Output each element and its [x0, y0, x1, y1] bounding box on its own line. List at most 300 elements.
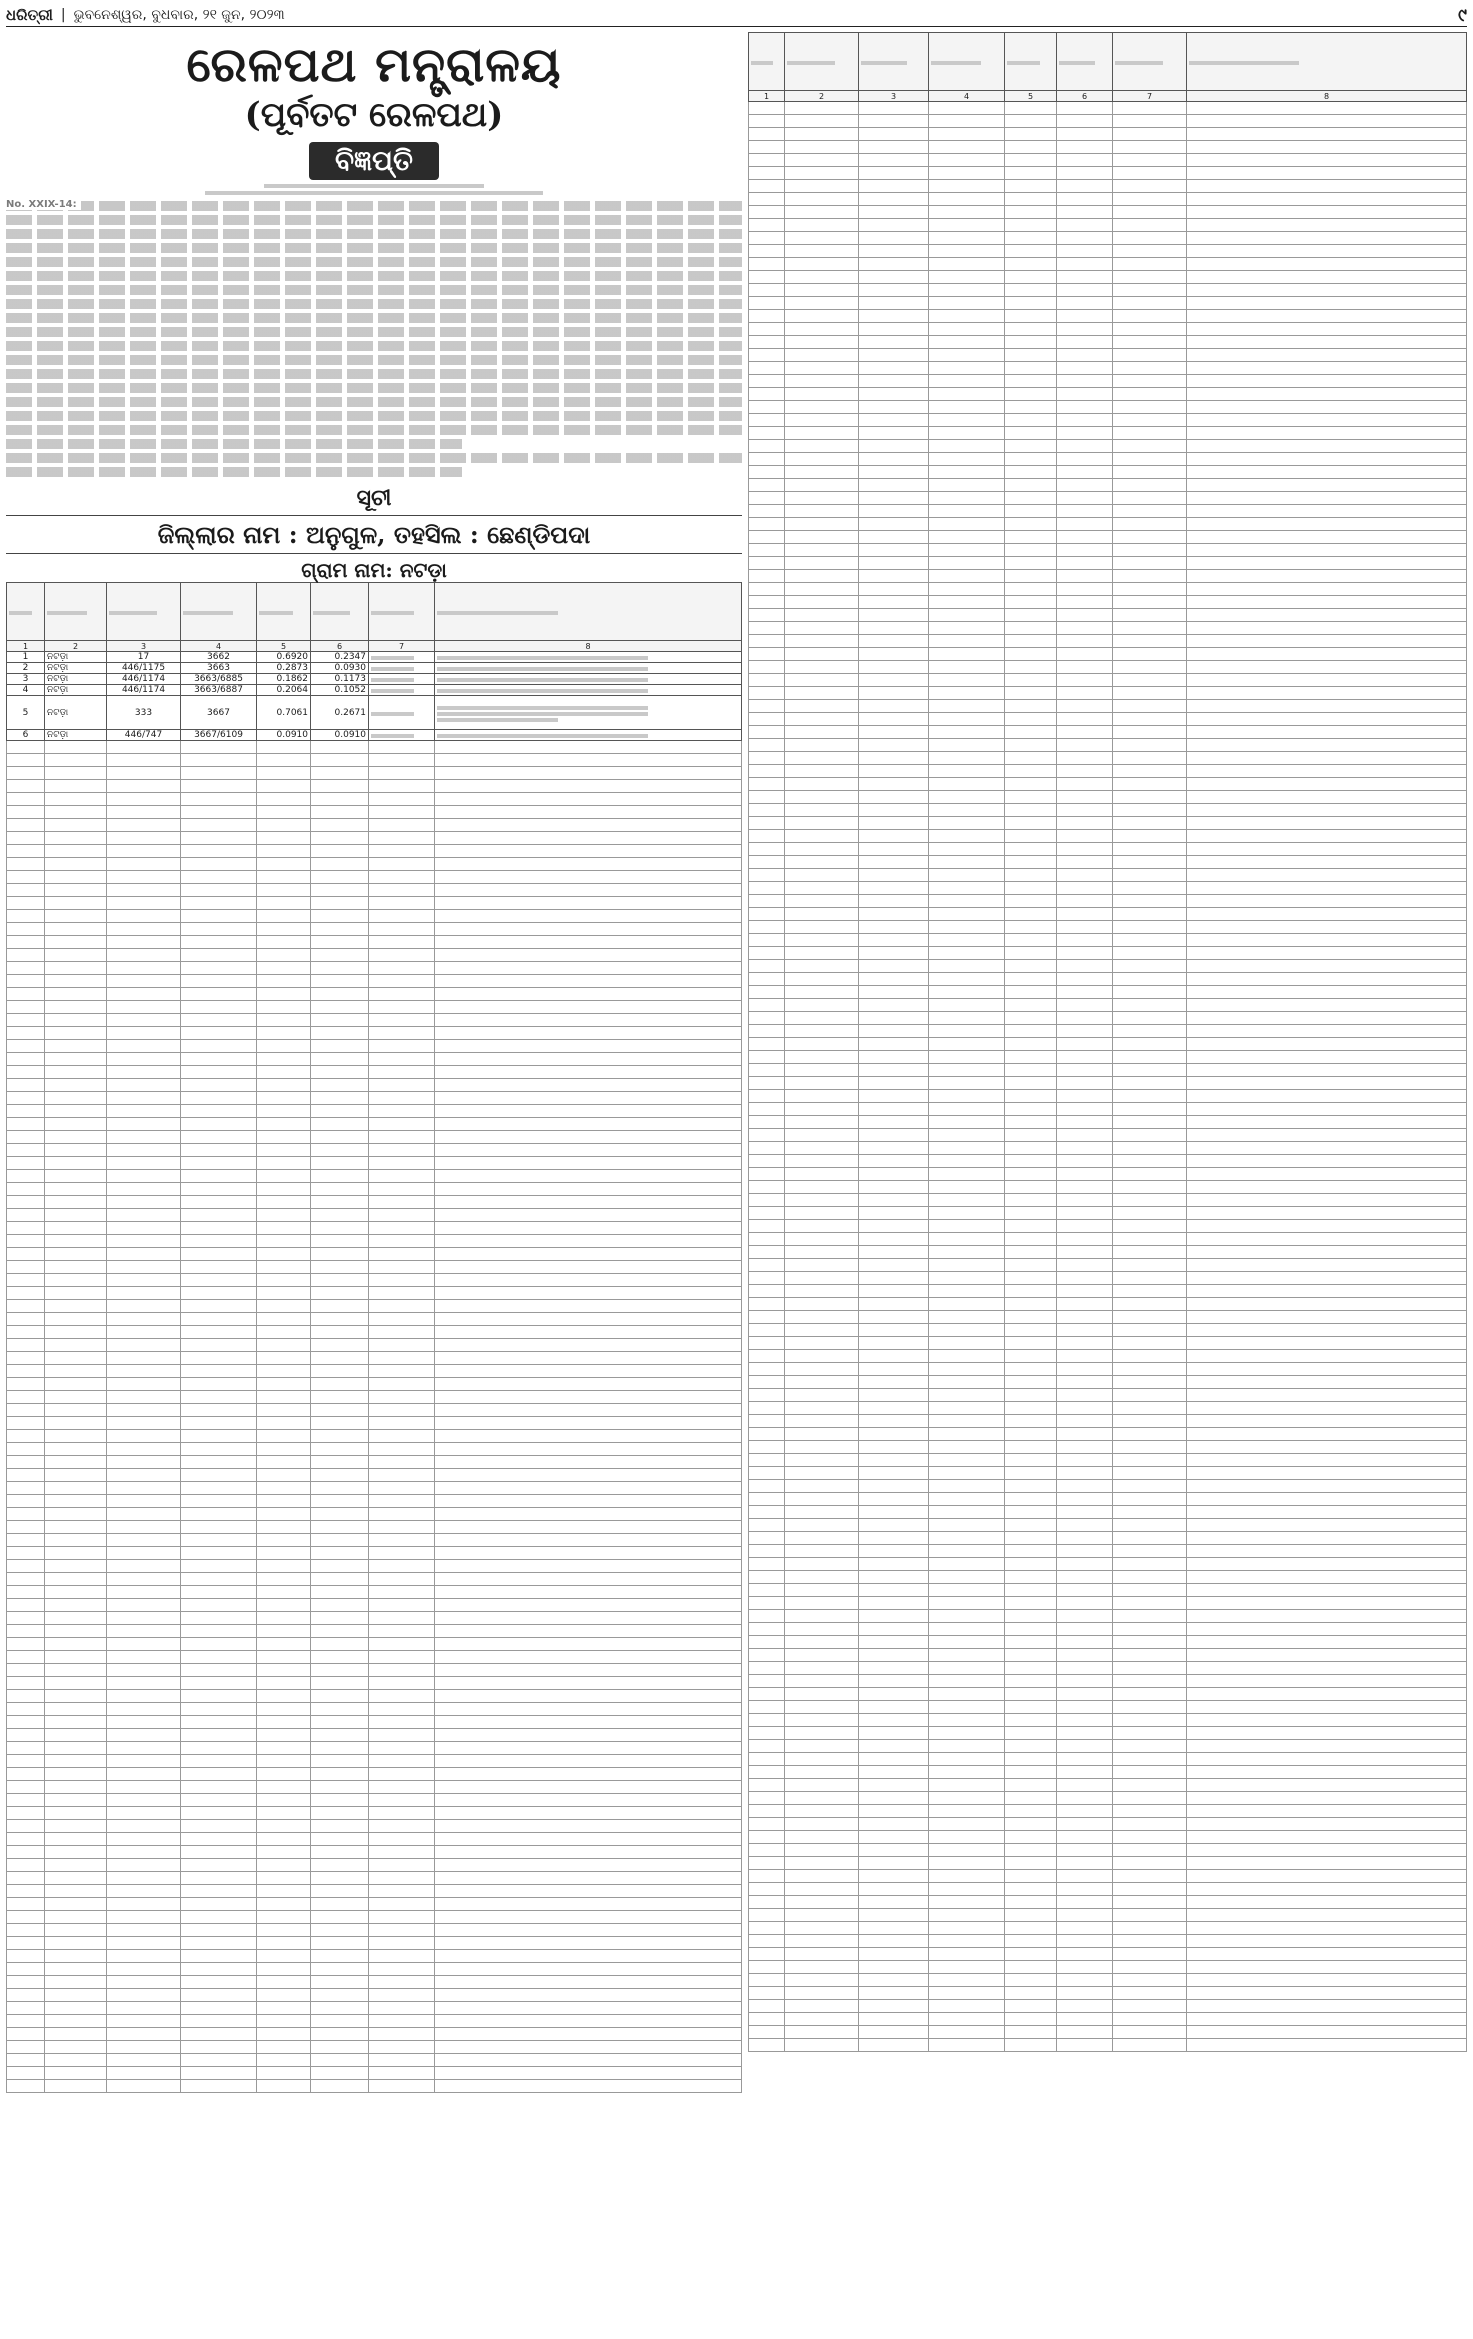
unread-cell: [257, 1716, 311, 1729]
unread-cell: [1187, 1129, 1467, 1142]
unread-cell: [107, 1326, 181, 1339]
table-header-row: [7, 583, 742, 641]
unread-cell: [45, 1248, 107, 1261]
unread-cell: [929, 1298, 1005, 1311]
unread-cell: [859, 661, 929, 674]
unread-cell: [1187, 1753, 1467, 1766]
unread-cell: [311, 884, 369, 897]
unread-cell: [785, 1935, 859, 1948]
unread-cell: [7, 741, 45, 754]
unread-cell: [7, 2015, 45, 2028]
unread-cell: [435, 1352, 742, 1365]
unread-cell: [181, 1560, 257, 1573]
column-header-placeholder: [1187, 33, 1467, 91]
unread-cell: [435, 1716, 742, 1729]
unread-cell: [1113, 1662, 1187, 1675]
unread-cell: [859, 180, 929, 193]
unread-cell: [257, 1274, 311, 1287]
unread-cell: [369, 1469, 435, 1482]
unread-cell: [1187, 1077, 1467, 1090]
unread-cell: [1187, 518, 1467, 531]
unread-table-row: [749, 843, 1467, 856]
unread-cell: [1057, 1194, 1113, 1207]
unread-cell: [749, 1623, 785, 1636]
unread-table-row: [7, 2015, 742, 2028]
unread-table-row: [749, 1467, 1467, 1480]
unread-cell: [1113, 1493, 1187, 1506]
unread-cell: [45, 1950, 107, 1963]
unread-cell: [749, 1376, 785, 1389]
unread-cell: [1057, 1532, 1113, 1545]
unread-table-row: [7, 962, 742, 975]
unread-cell: [1187, 297, 1467, 310]
unread-cell: [1057, 1428, 1113, 1441]
unread-cell: [1113, 921, 1187, 934]
unread-cell: [435, 1222, 742, 1235]
notice-meta-placeholder: [6, 191, 742, 195]
unread-cell: [785, 752, 859, 765]
unread-cell: [107, 884, 181, 897]
unread-cell: [311, 1560, 369, 1573]
unread-cell: [859, 1155, 929, 1168]
unread-cell: [1187, 557, 1467, 570]
unread-cell: [435, 1339, 742, 1352]
unread-cell: [369, 1456, 435, 1469]
unread-cell: [257, 1482, 311, 1495]
unread-table-row: [7, 1833, 742, 1846]
unread-cell: [785, 336, 859, 349]
unread-cell: [929, 1883, 1005, 1896]
unread-cell: [1187, 1207, 1467, 1220]
unread-cell: [929, 1779, 1005, 1792]
unread-cell: [311, 2054, 369, 2067]
unread-cell: [369, 1872, 435, 1885]
unread-cell: [1057, 479, 1113, 492]
unread-table-row: [749, 1181, 1467, 1194]
unread-table-row: [7, 1183, 742, 1196]
unread-cell: [1057, 1168, 1113, 1181]
acquired-area-cell: 0.1173: [311, 674, 369, 685]
unread-cell: [107, 1352, 181, 1365]
unread-cell: [1187, 765, 1467, 778]
unread-cell: [45, 1521, 107, 1534]
unread-cell: [7, 2080, 45, 2093]
unread-cell: [929, 1129, 1005, 1142]
unread-cell: [1187, 1441, 1467, 1454]
unread-cell: [859, 232, 929, 245]
unread-cell: [45, 1027, 107, 1040]
unread-cell: [929, 1909, 1005, 1922]
unread-cell: [1057, 622, 1113, 635]
unread-cell: [7, 1092, 45, 1105]
unread-table-row: [7, 1664, 742, 1677]
unread-cell: [7, 2002, 45, 2015]
unread-cell: [929, 479, 1005, 492]
unread-table-row: [7, 1300, 742, 1313]
unread-cell: [311, 1079, 369, 1092]
unread-cell: [929, 1649, 1005, 1662]
unread-cell: [107, 1794, 181, 1807]
unread-cell: [1113, 1883, 1187, 1896]
unread-cell: [859, 271, 929, 284]
unread-cell: [749, 1038, 785, 1051]
unread-cell: [107, 1235, 181, 1248]
unread-cell: [311, 1482, 369, 1495]
unread-table-row: [749, 1415, 1467, 1428]
unread-cell: [1057, 1961, 1113, 1974]
unread-cell: [257, 1014, 311, 1027]
unread-cell: [749, 882, 785, 895]
unread-cell: [7, 1391, 45, 1404]
unread-cell: [1187, 1350, 1467, 1363]
unread-cell: [7, 1833, 45, 1846]
unread-table-row: [749, 1740, 1467, 1753]
unread-cell: [45, 1131, 107, 1144]
unread-cell: [45, 1560, 107, 1573]
unread-cell: [929, 1181, 1005, 1194]
unread-cell: [929, 1207, 1005, 1220]
unread-cell: [749, 635, 785, 648]
unread-cell: [45, 832, 107, 845]
unread-cell: [1113, 1974, 1187, 1987]
unread-cell: [929, 414, 1005, 427]
unread-table-row: [7, 1898, 742, 1911]
unread-cell: [369, 1898, 435, 1911]
unread-cell: [929, 687, 1005, 700]
unread-cell: [1005, 1675, 1057, 1688]
unread-cell: [1057, 583, 1113, 596]
unread-cell: [1005, 1337, 1057, 1350]
unread-cell: [859, 388, 929, 401]
unread-cell: [929, 1636, 1005, 1649]
unread-cell: [1057, 1012, 1113, 1025]
unread-cell: [435, 2041, 742, 2054]
unread-cell: [1113, 1740, 1187, 1753]
unread-cell: [181, 2028, 257, 2041]
unread-table-row: [7, 1859, 742, 1872]
unread-cell: [1005, 1064, 1057, 1077]
unread-cell: [929, 219, 1005, 232]
khata-cell: 446/747: [107, 730, 181, 741]
unread-cell: [257, 780, 311, 793]
holder-cell-placeholder: [435, 730, 742, 741]
unread-cell: [785, 180, 859, 193]
unread-cell: [181, 1768, 257, 1781]
unread-cell: [749, 674, 785, 687]
unread-cell: [1005, 1116, 1057, 1129]
unread-table-row: [749, 557, 1467, 570]
unread-cell: [749, 232, 785, 245]
unread-cell: [1057, 1077, 1113, 1090]
unread-cell: [1005, 1597, 1057, 1610]
unread-cell: [1113, 1818, 1187, 1831]
unread-cell: [1113, 661, 1187, 674]
unread-cell: [1005, 557, 1057, 570]
unread-cell: [1113, 102, 1187, 115]
unread-cell: [181, 1053, 257, 1066]
unread-cell: [785, 596, 859, 609]
column-number: 4: [181, 641, 257, 652]
plot-cell: 3663/6885: [181, 674, 257, 685]
unread-cell: [7, 1001, 45, 1014]
unread-cell: [859, 1272, 929, 1285]
unread-cell: [749, 817, 785, 830]
unread-cell: [257, 1131, 311, 1144]
left-column: [6, 32, 742, 2332]
unread-cell: [1113, 609, 1187, 622]
unread-table-row: [749, 2000, 1467, 2013]
unread-cell: [1057, 1623, 1113, 1636]
unread-cell: [107, 1690, 181, 1703]
unread-cell: [435, 1027, 742, 1040]
unread-cell: [435, 1729, 742, 1742]
unread-cell: [107, 1677, 181, 1690]
unread-cell: [1113, 1116, 1187, 1129]
unread-cell: [859, 986, 929, 999]
unread-cell: [435, 1573, 742, 1586]
unread-cell: [859, 1337, 929, 1350]
unread-cell: [257, 1300, 311, 1313]
unread-cell: [45, 1495, 107, 1508]
unread-table-row: [7, 1131, 742, 1144]
unread-cell: [181, 1690, 257, 1703]
unread-cell: [859, 1636, 929, 1649]
unread-cell: [1005, 1350, 1057, 1363]
unread-cell: [859, 1831, 929, 1844]
unread-cell: [45, 1755, 107, 1768]
unread-cell: [181, 741, 257, 754]
unread-cell: [369, 1040, 435, 1053]
unread-cell: [1187, 388, 1467, 401]
unread-cell: [107, 1898, 181, 1911]
unread-cell: [859, 1935, 929, 1948]
unread-cell: [749, 128, 785, 141]
unread-cell: [1057, 1090, 1113, 1103]
unread-cell: [929, 2013, 1005, 2026]
column-number: 6: [1057, 91, 1113, 102]
unread-cell: [749, 479, 785, 492]
unread-cell: [929, 648, 1005, 661]
unread-cell: [1005, 1766, 1057, 1779]
unread-cell: [257, 845, 311, 858]
unread-cell: [181, 1196, 257, 1209]
unread-cell: [1057, 1935, 1113, 1948]
table-row: [7, 685, 742, 696]
unread-cell: [785, 440, 859, 453]
unread-cell: [785, 1285, 859, 1298]
unread-cell: [785, 947, 859, 960]
unread-cell: [1187, 479, 1467, 492]
unread-cell: [1005, 1142, 1057, 1155]
unread-cell: [785, 115, 859, 128]
unread-cell: [311, 1144, 369, 1157]
unread-cell: [785, 1194, 859, 1207]
unread-cell: [929, 1675, 1005, 1688]
unread-table-row: [7, 1573, 742, 1586]
unread-cell: [785, 505, 859, 518]
unread-cell: [1113, 245, 1187, 258]
unread-cell: [181, 2041, 257, 2054]
unread-cell: [435, 884, 742, 897]
unread-cell: [929, 440, 1005, 453]
unread-cell: [1187, 986, 1467, 999]
unread-cell: [1057, 167, 1113, 180]
unread-cell: [785, 661, 859, 674]
unread-cell: [311, 936, 369, 949]
district-tehsil-line: ଜିଲ୍ଲାର ନାମ : ଅନୁଗୁଳ, ତହସିଲ : ଛେଣ୍ଡିପଦା: [6, 515, 742, 554]
unread-cell: [749, 1909, 785, 1922]
unread-cell: [929, 713, 1005, 726]
unread-cell: [1187, 934, 1467, 947]
unread-cell: [1057, 401, 1113, 414]
unread-cell: [1187, 1766, 1467, 1779]
unread-table-row: [7, 1170, 742, 1183]
notice-body: [6, 201, 742, 477]
unread-cell: [1187, 1285, 1467, 1298]
unread-cell: [7, 1729, 45, 1742]
unread-cell: [257, 1898, 311, 1911]
unread-cell: [257, 1092, 311, 1105]
unread-cell: [311, 1326, 369, 1339]
unread-cell: [435, 1053, 742, 1066]
unread-cell: [859, 1740, 929, 1753]
unread-cell: [1057, 1415, 1113, 1428]
unread-cell: [435, 754, 742, 767]
column-number: 7: [1113, 91, 1187, 102]
unread-table-row: [749, 765, 1467, 778]
unread-table-row: [7, 1846, 742, 1859]
unread-cell: [929, 1363, 1005, 1376]
unread-cell: [311, 1781, 369, 1794]
unread-table-row: [7, 1729, 742, 1742]
unread-cell: [45, 1326, 107, 1339]
unread-cell: [929, 1753, 1005, 1766]
unread-cell: [311, 1937, 369, 1950]
unread-cell: [785, 245, 859, 258]
unread-cell: [45, 1274, 107, 1287]
unread-table-row: [7, 1625, 742, 1638]
unread-table-row: [749, 1948, 1467, 1961]
unread-cell: [749, 1402, 785, 1415]
unread-cell: [107, 1391, 181, 1404]
unread-cell: [1187, 635, 1467, 648]
unread-cell: [785, 1532, 859, 1545]
unread-cell: [45, 1508, 107, 1521]
unread-cell: [859, 713, 929, 726]
column-number: 2: [785, 91, 859, 102]
unread-cell: [859, 336, 929, 349]
unread-cell: [1057, 349, 1113, 362]
unread-cell: [181, 1313, 257, 1326]
village-cell: ନଟଡ଼ା: [45, 696, 107, 730]
unread-cell: [107, 1287, 181, 1300]
notice-reference: No. XXIX-14:: [6, 199, 81, 210]
unread-cell: [1057, 1909, 1113, 1922]
unread-cell: [369, 2054, 435, 2067]
unread-cell: [1005, 349, 1057, 362]
unread-cell: [749, 1194, 785, 1207]
unread-cell: [369, 2028, 435, 2041]
unread-table-row: [7, 767, 742, 780]
unread-cell: [181, 1625, 257, 1638]
unread-cell: [749, 1259, 785, 1272]
unread-cell: [859, 1246, 929, 1259]
unread-cell: [311, 1469, 369, 1482]
unread-cell: [181, 1131, 257, 1144]
unread-cell: [1187, 1506, 1467, 1519]
unread-cell: [1057, 1142, 1113, 1155]
unread-table-row: [749, 1285, 1467, 1298]
column-number: 4: [929, 91, 1005, 102]
unread-cell: [859, 1454, 929, 1467]
unread-cell: [435, 1391, 742, 1404]
unread-cell: [7, 962, 45, 975]
unread-cell: [435, 1365, 742, 1378]
unread-table-row: [749, 453, 1467, 466]
unread-cell: [181, 1287, 257, 1300]
unread-cell: [1113, 895, 1187, 908]
village-heading: ଗ୍ରାମ ନାମ: ନଟଡ଼ା: [301, 558, 447, 582]
unread-cell: [1187, 505, 1467, 518]
unread-cell: [45, 1651, 107, 1664]
unread-cell: [311, 1274, 369, 1287]
unread-cell: [1113, 687, 1187, 700]
unread-cell: [369, 962, 435, 975]
unread-table-row: [7, 1001, 742, 1014]
unread-cell: [7, 1079, 45, 1092]
unread-cell: [1187, 830, 1467, 843]
unread-table-row: [7, 1404, 742, 1417]
unread-cell: [1005, 297, 1057, 310]
unread-cell: [369, 1274, 435, 1287]
unread-cell: [369, 1521, 435, 1534]
unread-cell: [45, 1287, 107, 1300]
unread-cell: [107, 962, 181, 975]
unread-cell: [749, 999, 785, 1012]
unread-cell: [45, 1378, 107, 1391]
unread-cell: [929, 1090, 1005, 1103]
unread-cell: [369, 1495, 435, 1508]
unread-cell: [107, 871, 181, 884]
unread-cell: [311, 1612, 369, 1625]
unread-cell: [859, 1233, 929, 1246]
unread-cell: [785, 1246, 859, 1259]
unread-cell: [435, 1144, 742, 1157]
unread-table-row: [749, 271, 1467, 284]
column-header-placeholder: [107, 583, 181, 641]
unread-cell: [1057, 570, 1113, 583]
unread-cell: [749, 1285, 785, 1298]
unread-cell: [785, 284, 859, 297]
unread-cell: [107, 1599, 181, 1612]
unread-cell: [45, 741, 107, 754]
unread-cell: [45, 1261, 107, 1274]
unread-cell: [859, 1675, 929, 1688]
unread-cell: [929, 830, 1005, 843]
unread-cell: [369, 1339, 435, 1352]
unread-cell: [785, 375, 859, 388]
unread-cell: [1057, 1922, 1113, 1935]
unread-cell: [369, 910, 435, 923]
unread-cell: [311, 1118, 369, 1131]
column-header-placeholder: [45, 583, 107, 641]
unread-cell: [1113, 596, 1187, 609]
unread-cell: [1187, 531, 1467, 544]
unread-cell: [749, 1584, 785, 1597]
unread-cell: [7, 806, 45, 819]
unread-cell: [435, 1755, 742, 1768]
unread-cell: [1113, 1012, 1187, 1025]
